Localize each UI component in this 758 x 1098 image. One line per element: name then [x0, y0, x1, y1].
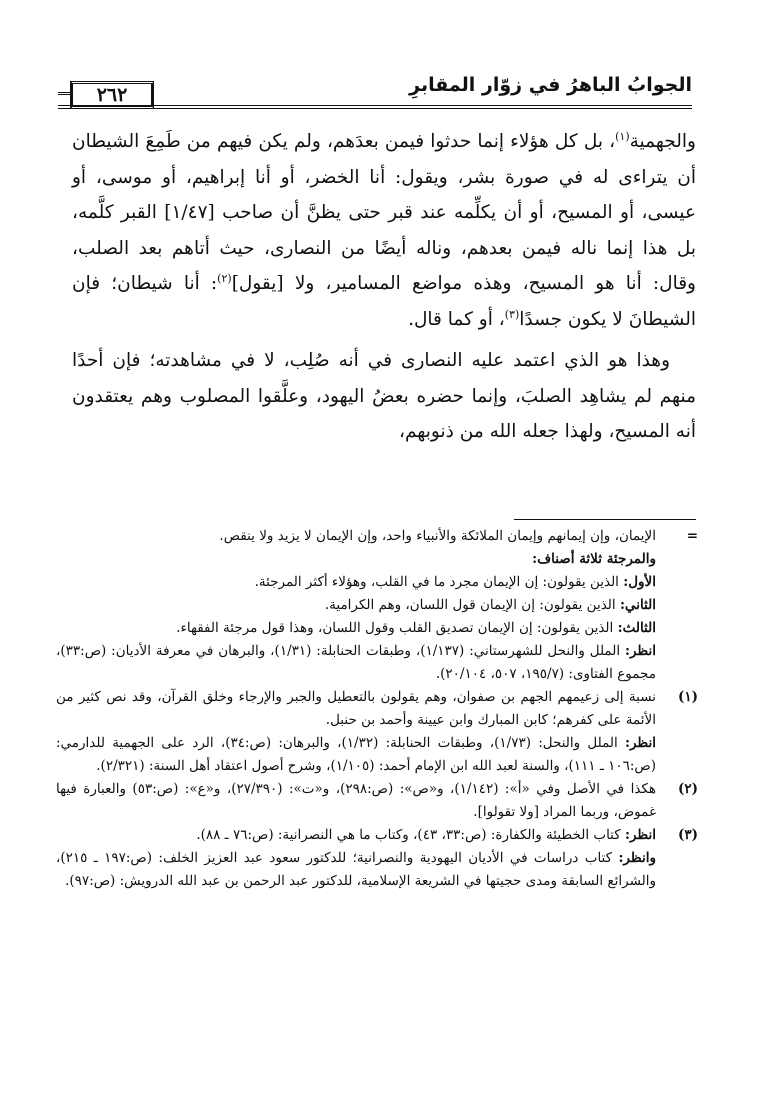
- footnote-lead: انظر:: [624, 735, 656, 751]
- paragraph-text: ، بل كل هؤلاء إنما حدثوا فيمن بعدَهم، ولم يكن فيهم من طَمِعَ الشيطان أن يتراءى له في صورة بشر، ويقول: أنا الخضر، أو أنا إبراهيم، أو موسى، أو عيسى، أو المسيح، أو أن يكلِّمه عند قبر حتى يظنَّ أن صاحب [١/٤٧] القبر كلَّمه، بل هذا إنما ناله فيمن بعدهم، وناله أيضًا من النصارى، حيث أتاهم بعد الصلب، وقال: أنا هو المسيح، وهذه مواضع المسامير، ولا [يقول]: [72, 131, 697, 294]
- footnote-lead: الأول:: [623, 574, 656, 590]
- footnote-lead: انظر:: [624, 827, 656, 843]
- footnote-number: (١): [677, 689, 698, 705]
- footnote-item: [56, 732, 656, 778]
- footnote-continued: [56, 525, 702, 686]
- footnote-ref-2[interactable]: (٢): [217, 271, 232, 285]
- footnote-separator: [514, 519, 696, 520]
- footnote-item: [56, 617, 656, 640]
- footnote-number: (٣): [677, 827, 698, 843]
- footnote-text: نسبة إلى زعيمهم الجهم بن صفوان، وهم يقولون بالتعطيل والجبر والإرجاء وخلق القرآن، وقد نص كثير من الأئمة على كفرهم؛ كابن المبارك وابن عيينة وأحمد بن حنبل.: [56, 689, 656, 728]
- footnote-text: كتاب الخطيئة والكفارة: (ص:٣٣، ٤٣)، وكتاب ما هي النصرانية: (ص:٧٦ ـ ٨٨).: [196, 827, 625, 843]
- running-title: الجوابُ الباهرُ في زوّار المقابرِ: [409, 74, 692, 96]
- footnote-subheading: والمرجئة ثلاثة أصناف:: [532, 551, 656, 567]
- footnote-item: [56, 571, 656, 594]
- footnote-lead: وانظر:: [618, 850, 656, 866]
- footnote-ref-1[interactable]: (١): [615, 129, 630, 143]
- footnote-lead: الثاني:: [619, 597, 656, 613]
- footnote-2: [56, 778, 702, 824]
- footnote-1: [56, 686, 702, 778]
- paragraph-1: [72, 124, 696, 337]
- paragraph-text: والجهمية: [629, 131, 696, 152]
- footnote-item: [56, 594, 656, 617]
- page-number: ٢٦٢: [70, 81, 154, 109]
- footnote-item: [56, 640, 656, 686]
- footnote-number: (٢): [677, 781, 698, 797]
- header-rule-ornament: [58, 92, 72, 95]
- footnotes: [56, 525, 702, 893]
- paragraph-2: وهذا هو الذي اعتمد عليه النصارى في أنه صُلِب، لا في مشاهدته؛ فإن أحدًا منهم لم يشاهِد الصلبَ، وإنما حضره بعضُ اليهود، وعلَّقوا المصلوب وهم يعتقدون أنه المسيح، ولهذا جعله الله من ذنوبهم،: [72, 350, 697, 442]
- footnote-text: الذين يقولون: إن الإيمان مجرد ما في القلب، وهؤلاء أكثر المرجئة.: [254, 574, 624, 590]
- page-header: [58, 72, 692, 112]
- body-text: [72, 124, 696, 450]
- paragraph-text: : أنا شيطان؛ فإن الشيطانَ لا يكون جسدًا: [72, 273, 696, 330]
- footnote-text: الملل والنحل: (١/٧٣)، وطبقات الحنابلة: (١/٣٢)، والبرهان: (ص:٣٤)، الرد على الجهمية للدارمي: (ص:١٠٦ ـ ١١١)، والسنة لعبد الله ابن الإمام أحمد: (١/١٠٥)، وشرح أصول اعتقاد أهل السنة: (٢/٣٢١).: [56, 735, 656, 774]
- header-rule: [58, 105, 692, 109]
- paragraph-text: ، أو كما قال.: [408, 308, 505, 330]
- footnote-text: الذين يقولون: إن الإيمان قول اللسان، وهم الكرامية.: [324, 597, 620, 613]
- footnote-text: هكذا في الأصل وفي «أ»: (١/١٤٢)، و«ص»: (ص:٢٩٨)، و«ت»: (٢٧/٣٩٠)، و«ع»: (ص:٥٣) والعبارة فيها غموض، وربما المراد [ولا تقولوا].: [56, 781, 656, 820]
- footnote-text: الذين يقولون: إن الإيمان تصديق القلب وقول اللسان، وهذا قول مرجئة الفقهاء.: [176, 620, 618, 636]
- footnote-ref-3[interactable]: (٣): [504, 307, 520, 321]
- footnote-item: [56, 824, 656, 847]
- footnote-lead: انظر:: [624, 643, 656, 659]
- footnote-item: [56, 847, 656, 893]
- footnote-text: الإيمان، وإن إيمانهم وإيمان الملائكة والأنبياء واحد، وإن الإيمان لا يزيد ولا ينقص.: [219, 528, 656, 544]
- continuation-mark: =: [686, 528, 698, 544]
- footnote-text: الملل والنحل للشهرستاني: (١/١٣٧)، وطبقات الحنابلة: (١/٣١)، والبرهان في معرفة الأديان: (ص:٣٣)، مجموع الفتاوى: (١٩٥/٧، ٥٠٧، ٢٠/١٠٤).: [56, 643, 656, 682]
- footnote-lead: الثالث:: [617, 620, 656, 636]
- footnote-text: كتاب دراسات في الأديان اليهودية والنصرانية؛ للدكتور سعود عبد العزيز الخلف: (ص:١٩٧ ـ ٢١٥)، والشرائع السابقة ومدى حجيتها في الشريعة الإسلامية، للدكتور عبد الرحمن بن عبد الله الدرويش: (ص:٩٧).: [56, 850, 656, 889]
- footnote-3: [56, 824, 702, 893]
